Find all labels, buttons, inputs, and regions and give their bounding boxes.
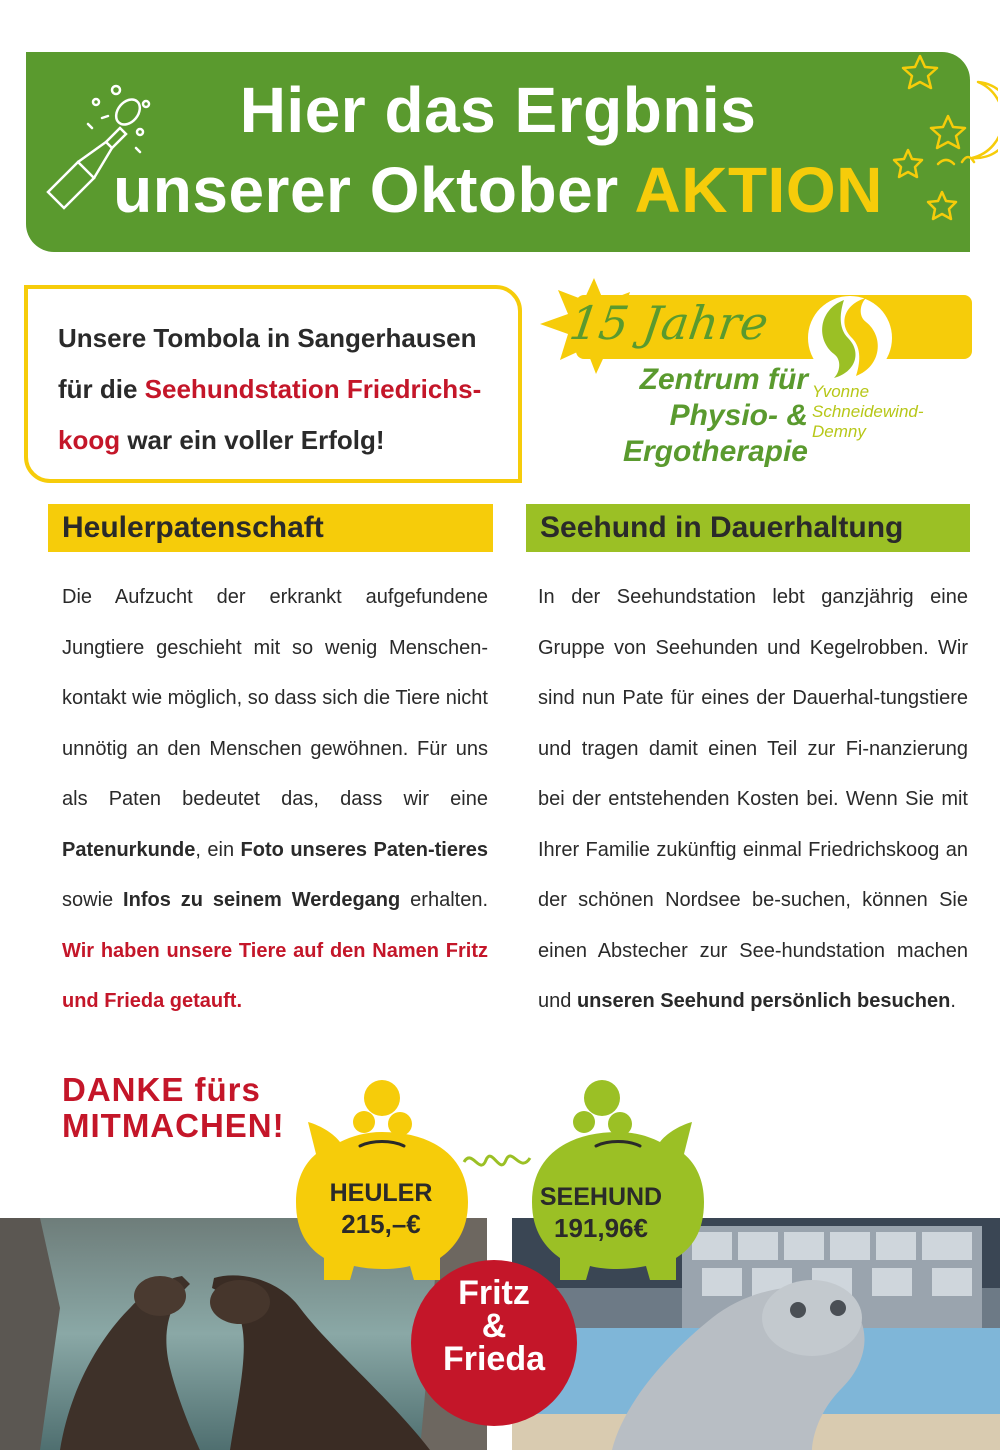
logo-line-1: Zentrum für: [639, 363, 808, 396]
champagne-bottle-icon: [36, 82, 156, 212]
page-title: [26, 70, 970, 230]
right-bold-1: unseren Seehund persönlich besuchen: [576, 990, 951, 1012]
left-text-3: sowie: [62, 889, 124, 911]
header-banner: [26, 52, 970, 252]
heuler-label: HEULER: [329, 1179, 433, 1207]
badge-line-2: &: [481, 1307, 507, 1345]
intro-text-part2: war ein voller Erfolg!: [120, 425, 385, 455]
left-bold-2: Foto unseres Paten-tieres: [240, 838, 488, 861]
thanks-line-2: MITMACHEN!: [62, 1107, 285, 1144]
intro-box: [24, 285, 522, 483]
intro-text-part1: Unsere Tombola in Sangerhausen für die: [58, 323, 477, 404]
heuler-amount: 215,–€: [341, 1209, 421, 1239]
therapy-center-logo-icon: [804, 292, 896, 384]
left-text-1: Die Aufzucht der erkrankt aufgefundene Jungtiere geschieht mit so wenig Menschen-kontakt wie möglich, so dass sich die Tiere nicht unnötig an den Menschen gewöhnen. Für uns als Paten bedeutet das, dass wir eine: [62, 586, 488, 810]
seehund-amount: 191,96€: [554, 1213, 648, 1243]
left-bold-3: Infos zu seinem Werdegang: [123, 889, 401, 911]
anniversary-logo: [530, 270, 980, 480]
curly-tail-icon: [462, 1146, 532, 1176]
stars-moon-icon: [878, 52, 998, 227]
thanks-line-1: DANKE fürs: [62, 1071, 261, 1108]
badge-line-1: Fritz: [458, 1274, 530, 1312]
heading-dauerhaltung: Seehund in Dauerhaltung: [526, 504, 970, 552]
piggy-bank-seehund-icon: [518, 1072, 718, 1282]
left-column-text: [62, 572, 488, 1027]
thanks-message: [62, 1072, 285, 1144]
right-column-text: [538, 572, 968, 1027]
logo-line-2: Physio- &: [669, 399, 808, 432]
logo-owner-line-3: Demny: [812, 422, 866, 441]
logo-owner-line-2: Schneidewind-: [812, 402, 924, 421]
piggy-heuler-label: [316, 1178, 446, 1240]
right-text-1: In der Seehundstation lebt ganzjährig eine Gruppe von Seehunden und Kegelrobben. Wir sind nun Pate für eines der Dauerhal-tungstiere und tragen damit einen Teil zur Fi-nanzierung bei der entstehenden Kosten bei. Wenn Sie mit Ihrer Familie zukünftig einmal Friedrichskoog an der schönen Nordsee be-suchen, können Sie einen Abstecher zur See-hundstation machen und: [538, 586, 968, 1012]
left-text-4: erhalten.: [400, 889, 488, 911]
title-accent: AKTION: [634, 154, 883, 226]
left-text-2: , ein: [195, 838, 241, 861]
title-line-2-text: unserer Oktober: [113, 154, 635, 226]
piggy-seehund-label: [536, 1182, 666, 1244]
heading-heulerpatenschaft: Heulerpatenschaft: [48, 504, 493, 552]
title-line-1: Hier das Ergbnis: [239, 74, 757, 146]
logo-owner-line-1: Yvonne: [812, 382, 870, 401]
title-line-2: [26, 150, 970, 230]
logo-center-name: [623, 362, 808, 470]
logo-years: 15 Jahre: [566, 296, 772, 350]
intro-text: [58, 313, 498, 466]
logo-owner-name: [812, 382, 924, 442]
right-text-2: .: [950, 990, 956, 1012]
left-bold-1: Patenurkunde: [62, 838, 196, 861]
intro-highlight: Seehundstation Friedrichs-koog: [58, 374, 482, 455]
logo-line-3: Ergotherapie: [622, 435, 808, 468]
seehund-label: SEEHUND: [539, 1183, 663, 1211]
left-red-text: Wir haben unsere Tiere auf den Namen Fritz und Frieda getauft.: [62, 939, 488, 1012]
piggy-bank-heuler-icon: [282, 1072, 482, 1282]
badge-line-3: Frieda: [442, 1340, 546, 1378]
names-badge: [411, 1260, 577, 1426]
